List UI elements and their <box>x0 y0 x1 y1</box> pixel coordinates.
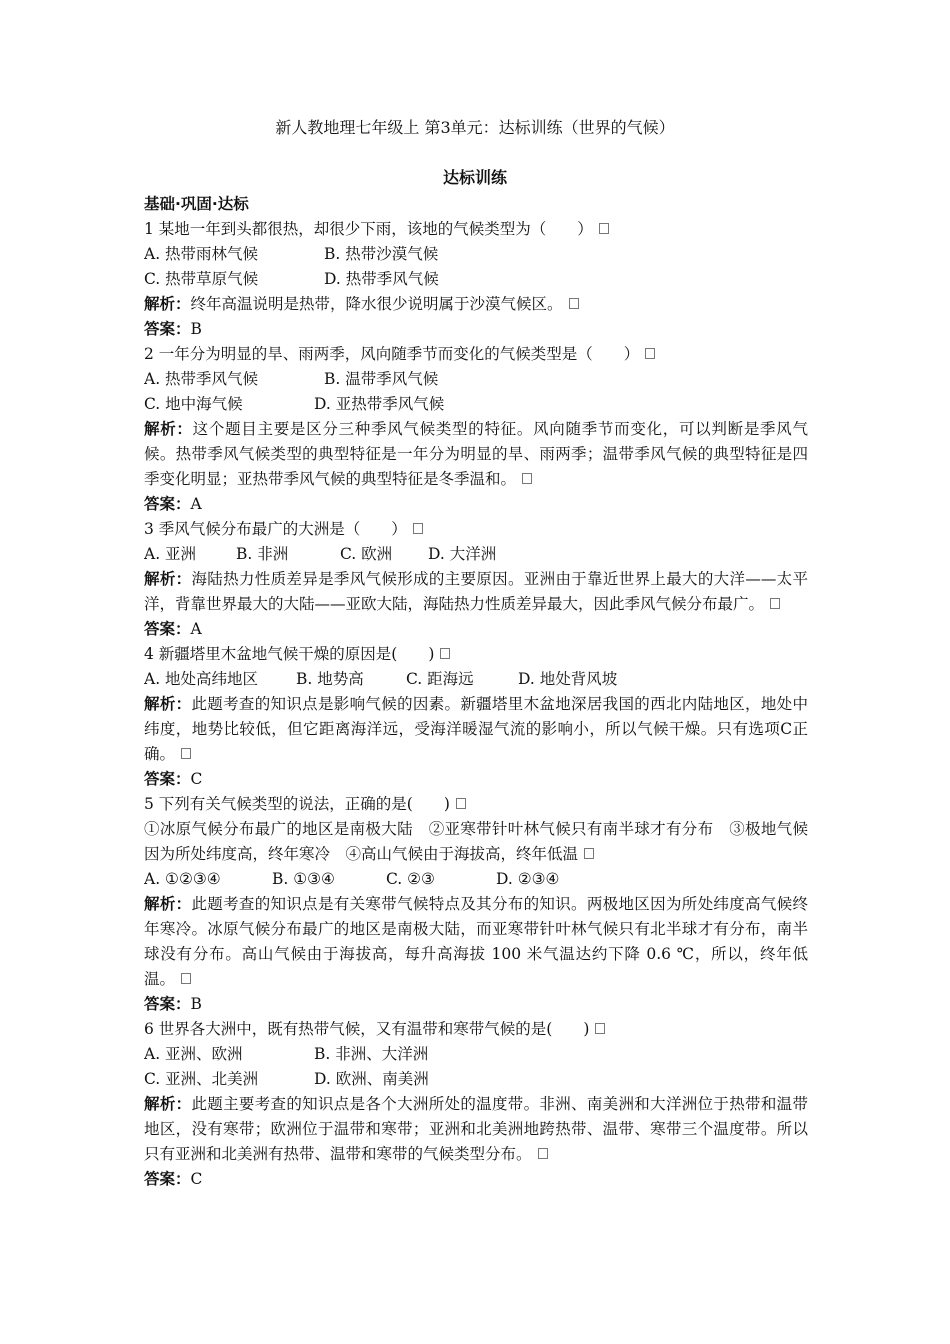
option: C. ②③ <box>386 870 435 888</box>
placeholder-box-icon <box>645 348 655 359</box>
placeholder-box-icon <box>538 1148 548 1159</box>
option: D. ②③④ <box>496 870 560 888</box>
answer: 答案：B <box>144 320 202 338</box>
document-title: 新人教地理七年级上 第3单元：达标训练（世界的气候） <box>275 118 675 137</box>
analysis: 解析：此题主要考查的知识点是各个大洲所处的温度带。非洲、南美洲和大洋洲位于热带和温带地区，没有寒带；欧洲位于温带和寒带；亚洲和北美洲地跨热带、温带、寒带三个温度带。所以只有亚洲和北美洲有热带、温带和寒带的气候类型分布。 <box>144 1095 808 1163</box>
options-row <box>144 1042 808 1067</box>
option: B. 非洲 <box>236 545 289 563</box>
statements: ①冰原气候分布最广的地区是南极大陆 ②亚寒带针叶林气候只有南半球才有分布 ③极地气候因为所处纬度高，终年寒冷 ④高山气候由于海拔高，终年低温 <box>144 820 808 863</box>
options-row <box>144 667 808 692</box>
option: D. 大洋洲 <box>428 545 497 563</box>
option: D. 地处背风坡 <box>518 670 618 688</box>
option: C. 热带草原气候 <box>144 270 259 288</box>
option: B. ①③④ <box>272 870 335 888</box>
option: A. 地处高纬地区 <box>144 670 259 688</box>
answer: 答案：C <box>144 1170 203 1188</box>
placeholder-box-icon <box>522 473 532 484</box>
question-stem: 3 季风气候分布最广的大洲是（ ） <box>144 517 808 542</box>
placeholder-box-icon <box>181 973 191 984</box>
question-stem: 5 下列有关气候类型的说法，正确的是( ) <box>144 792 808 817</box>
options-row <box>144 267 808 292</box>
question-stem: 4 新疆塔里木盆地气候干燥的原因是( ) <box>144 642 808 667</box>
option: A. 亚洲 <box>144 545 197 563</box>
placeholder-box-icon <box>595 1023 605 1034</box>
option: D. 亚热带季风气候 <box>314 395 445 413</box>
question-stem: 2 一年分为明显的旱、雨两季，风向随季节而变化的气候类型是（ ） <box>144 342 808 367</box>
options-row <box>144 242 808 267</box>
option: D. 欧洲、南美洲 <box>314 1070 429 1088</box>
option: D. 热带季风气候 <box>324 270 439 288</box>
analysis: 解析：海陆热力性质差异是季风气候形成的主要原因。亚洲由于靠近世界上最大的大洋——太平洋，背靠世界最大的大陆——亚欧大陆，海陆热力性质差异最大，因此季风气候分布最广。 <box>144 570 808 613</box>
option: A. 热带雨林气候 <box>144 245 259 263</box>
options-row <box>144 367 808 392</box>
placeholder-box-icon <box>413 523 423 534</box>
question-stem: 6 世界各大洲中，既有热带气候，又有温带和寒带气候的是( ) <box>144 1017 808 1042</box>
analysis: 解析：此题考查的知识点是影响气候的因素。新疆塔里木盆地深居我国的西北内陆地区，地处中纬度，地势比较低，但它距离海洋远，受海洋暖湿气流的影响小，所以气候干燥。只有选项C正确。 <box>144 695 808 763</box>
options-row <box>144 392 808 417</box>
option: C. 亚洲、北美洲 <box>144 1070 259 1088</box>
answer: 答案：B <box>144 995 202 1013</box>
section-heading: 达标训练 <box>442 168 507 187</box>
options-row <box>144 1067 808 1092</box>
placeholder-box-icon <box>440 648 450 659</box>
option: B. 非洲、大洋洲 <box>314 1045 429 1063</box>
answer: 答案：A <box>144 495 202 513</box>
analysis: 解析：终年高温说明是热带，降水很少说明属于沙漠气候区。 <box>144 292 808 317</box>
option: B. 温带季风气候 <box>324 370 439 388</box>
analysis: 解析：此题考查的知识点是有关寒带气候特点及其分布的知识。两极地区因为所处纬度高气候终年寒冷。冰原气候分布最广的地区是南极大陆，而亚寒带针叶林气候只有北半球才有分布，南半球没有分布。高山气候由于海拔高，每升高海拔 100 米气温达约下降 0.6 ℃，所以，终年低温。 <box>144 895 808 988</box>
option: A. ①②③④ <box>144 870 221 888</box>
options-row <box>144 867 808 892</box>
answer: 答案：C <box>144 770 203 788</box>
option: A. 热带季风气候 <box>144 370 259 388</box>
placeholder-box-icon <box>456 798 466 809</box>
placeholder-box-icon <box>569 298 579 309</box>
option: B. 地势高 <box>296 670 364 688</box>
placeholder-box-icon <box>584 848 594 859</box>
subsection-heading: 基础·巩固·达标 <box>144 195 249 213</box>
options-row <box>144 542 808 567</box>
placeholder-box-icon <box>770 598 780 609</box>
answer: 答案：A <box>144 620 202 638</box>
placeholder-box-icon <box>181 748 191 759</box>
option: A. 亚洲、欧洲 <box>144 1045 243 1063</box>
option: B. 热带沙漠气候 <box>324 245 439 263</box>
analysis: 解析：这个题目主要是区分三种季风气候类型的特征。风向随季节而变化，可以判断是季风气候。热带季风气候类型的典型特征是一年分为明显的旱、雨两季；温带季风气候的典型特征是四季变化明显；亚热带季风气候的典型特征是冬季温和。 <box>144 420 808 488</box>
question-stem: 1 某地一年到头都很热，却很少下雨，该地的气候类型为（ ） <box>144 217 808 242</box>
option: C. 地中海气候 <box>144 395 243 413</box>
document-body <box>144 192 808 1192</box>
option: C. 欧洲 <box>340 545 393 563</box>
placeholder-box-icon <box>599 223 609 234</box>
option: C. 距海远 <box>406 670 474 688</box>
